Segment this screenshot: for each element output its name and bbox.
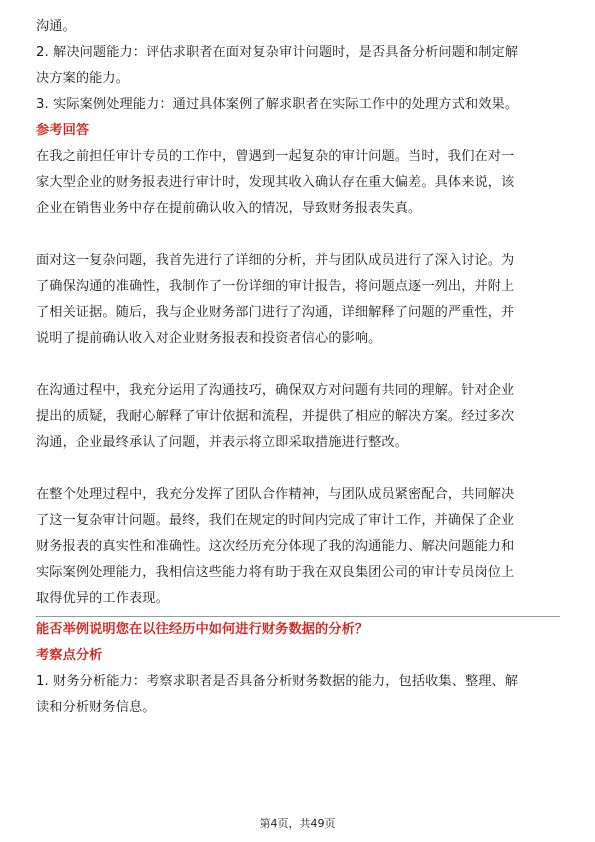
answer-paragraph: [36, 378, 560, 456]
text-line: 家大型企业的财务报表进行审计时，发现其收入确认存在重大偏差。具体来说，该: [36, 175, 515, 190]
question-heading: 能否举例说明您在以往经历中如何进行财务数据的分析？: [36, 622, 369, 637]
text-line: 在整个处理过程中，我充分发挥了团队合作精神，与团队成员紧密配合，共同解决: [36, 487, 515, 502]
paragraph-gap: [36, 456, 560, 482]
text-line: 沟通。: [36, 19, 76, 34]
paragraph-gap: [36, 222, 560, 248]
text-line: 1. 财务分析能力：考察求职者是否具备分析财务数据的能力，包括收集、整理、解: [36, 674, 519, 689]
page-number-footer: 第4页，共49页: [259, 817, 336, 830]
answer-paragraph: [36, 144, 560, 222]
answer-paragraph: [36, 248, 560, 352]
text-line: 说明了提前确认收入对企业财务报表和投资者信心的影响。: [36, 331, 382, 346]
text-line: 提出的质疑，我耐心解释了审计依据和流程，并提供了相应的解决方案。经过多次: [36, 409, 515, 424]
text-line: 取得优异的工作表现。: [36, 591, 169, 606]
text-line: 读和分析财务信息。: [36, 700, 156, 715]
answer-paragraph: [36, 482, 560, 612]
text-line: 实际案例处理能力，我相信这些能力将有助于我在双良集团公司的审计专员岗位上: [36, 565, 515, 580]
text-line: 2. 解决问题能力：评估求职者在面对复杂审计问题时，是否具备分析问题和制定解: [36, 45, 519, 60]
text-line: 在沟通过程中，我充分运用了沟通技巧，确保双方对问题有共同的理解。针对企业: [36, 383, 515, 398]
analysis-heading: 考察点分析: [36, 648, 103, 663]
text-line: 3. 实际案例处理能力：通过具体案例了解求职者在实际工作中的处理方式和效果。: [36, 97, 519, 112]
text-line: 了相关证据。随后，我与企业财务部门进行了沟通，详细解释了问题的严重性，并: [36, 305, 515, 320]
text-line: 了这一复杂审计问题。最终，我们在规定的时间内完成了审计工作，并确保了企业: [36, 513, 515, 528]
document-page: [36, 14, 560, 721]
reference-answer-heading: 参考回答: [36, 123, 90, 138]
text-line: 财务报表的真实性和准确性。这次经历充分体现了我的沟通能力、解决问题能力和: [36, 539, 515, 554]
text-line: 在我之前担任审计专员的工作中，曾遇到一起复杂的审计问题。当时，我们在对一: [36, 149, 515, 164]
text-line: 沟通，企业最终承认了问题，并表示将立即采取措施进行整改。: [36, 435, 409, 450]
text-line: 决方案的能力。: [36, 71, 130, 86]
text-line: 面对这一复杂问题，我首先进行了详细的分析，并与团队成员进行了深入讨论。为: [36, 253, 515, 268]
paragraph-gap: [36, 352, 560, 378]
text-line: 了确保沟通的准确性，我制作了一份详细的审计报告，将问题点逐一列出，并附上: [36, 279, 515, 294]
text-line: 企业在销售业务中存在提前确认收入的情况，导致财务报表失真。: [36, 201, 422, 216]
